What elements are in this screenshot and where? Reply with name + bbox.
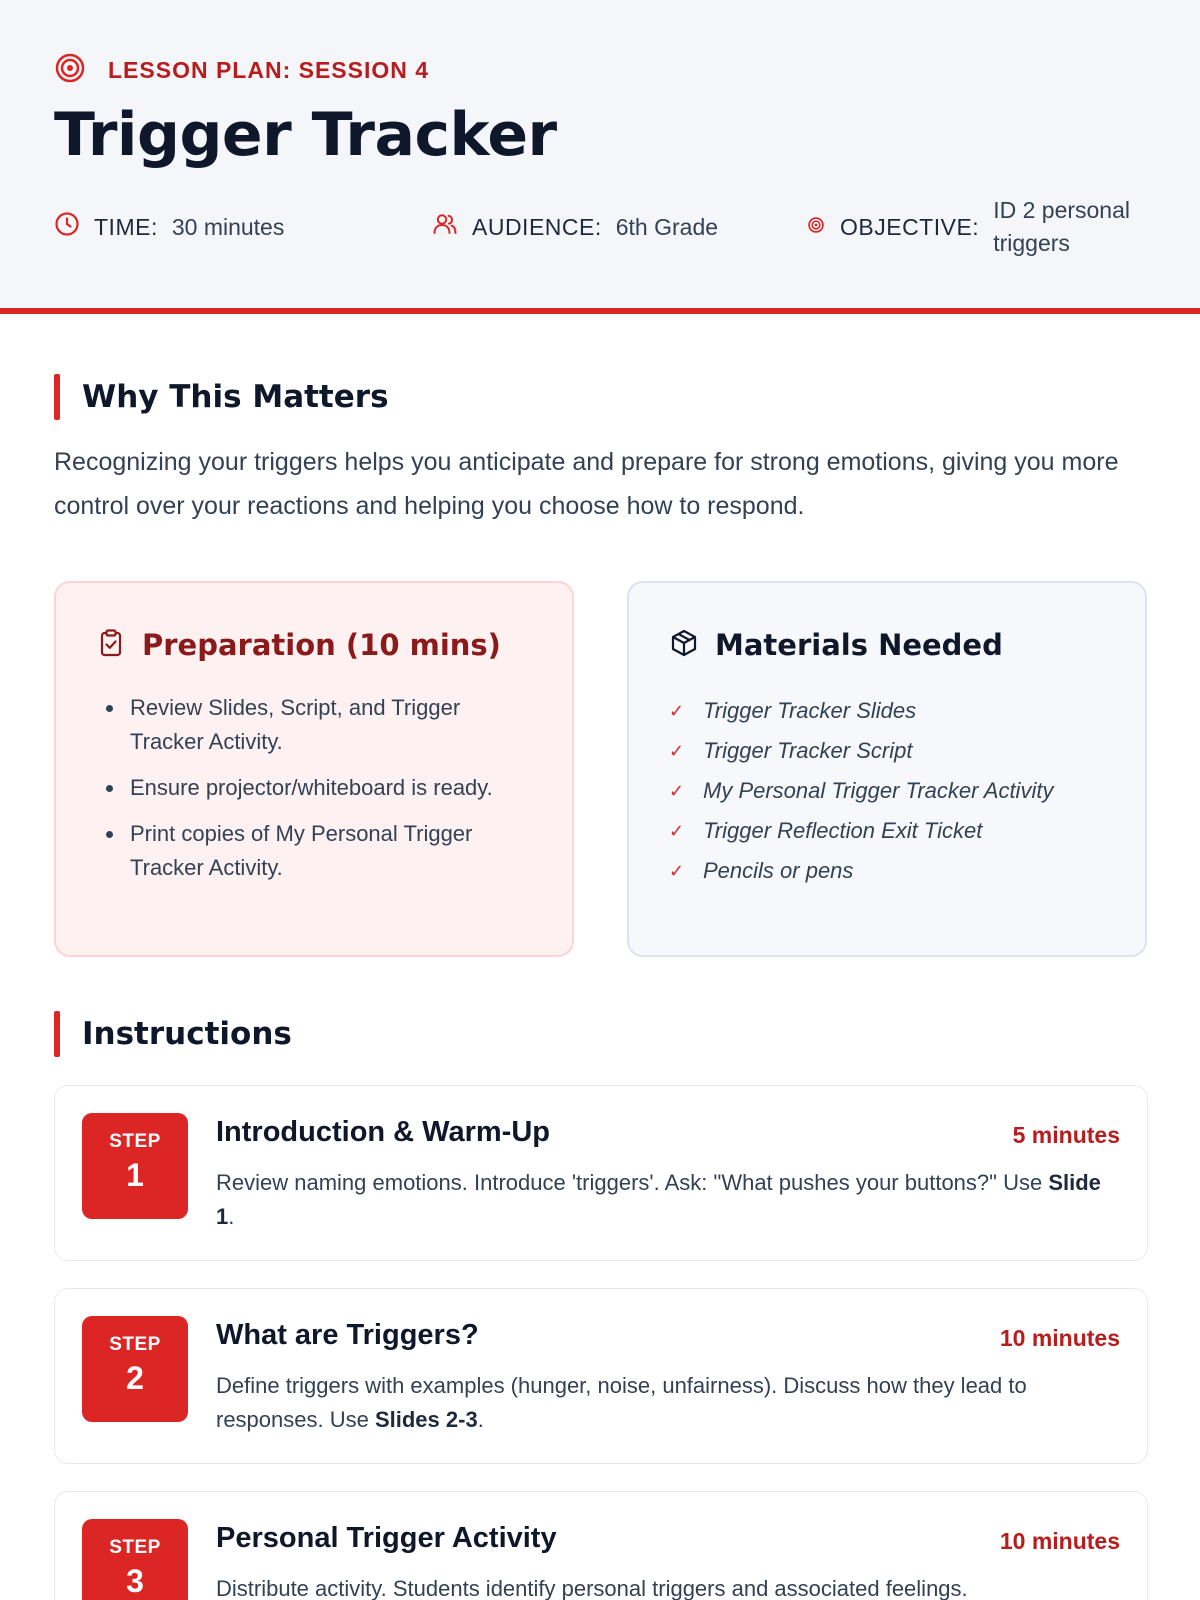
step-card-2 <box>54 1288 1148 1464</box>
step-badge <box>82 1316 188 1422</box>
list-item: Review Slides, Script, and Trigger Tracker Activity. <box>130 691 532 759</box>
target-icon <box>54 52 86 89</box>
step-duration: 10 minutes <box>999 1325 1120 1351</box>
step-text-end: . <box>228 1204 235 1229</box>
step-description <box>216 1166 1116 1234</box>
lesson-session-label: LESSON PLAN: SESSION 4 <box>108 56 430 83</box>
clipboard-check-icon <box>96 628 142 663</box>
step-slide-ref: Slides 2-3 <box>374 1407 478 1432</box>
list-item <box>669 771 1105 811</box>
meta-time <box>54 194 284 260</box>
preparation-title: Preparation (10 mins) <box>142 628 501 662</box>
step-text: Distribute activity. Students identify personal triggers and associated feelings. <box>216 1576 968 1600</box>
preparation-card <box>54 581 574 957</box>
step-text-end: . <box>477 1407 484 1432</box>
step-slide-ref: Slide 1 <box>216 1170 1101 1229</box>
step-badge <box>82 1519 188 1600</box>
step-word: STEP <box>109 1131 161 1152</box>
list-item <box>669 811 1105 851</box>
objective-value: ID 2 personal triggers <box>993 197 1131 256</box>
list-item: Print copies of My Personal Trigger Tracker Activity. <box>130 817 532 885</box>
objective-label: OBJECTIVE: <box>840 213 980 240</box>
check-icon: ✓ <box>669 700 685 721</box>
instructions-heading <box>54 1011 292 1057</box>
step-word: STEP <box>109 1537 161 1558</box>
why-heading-text: Why This Matters <box>82 379 389 415</box>
time-value: 30 minutes <box>171 213 285 240</box>
audience-value: 6th Grade <box>615 213 719 240</box>
step-description <box>216 1572 1116 1600</box>
page-title: Trigger Tracker <box>54 100 557 170</box>
step-number: 2 <box>126 1360 144 1396</box>
step-duration: 5 minutes <box>1012 1122 1120 1148</box>
check-icon: ✓ <box>669 740 685 761</box>
list-item: Ensure projector/whiteboard is ready. <box>130 771 532 805</box>
step-number: 3 <box>126 1563 144 1599</box>
step-number: 1 <box>126 1157 144 1193</box>
step-card-1 <box>54 1085 1148 1261</box>
preparation-heading <box>96 621 532 669</box>
list-item <box>669 731 1105 771</box>
step-word: STEP <box>109 1334 161 1355</box>
step-text: Review naming emotions. Introduce 'triggers'. Ask: "What pushes your buttons?" Use <box>216 1170 1049 1195</box>
instructions-heading-text: Instructions <box>82 1016 292 1052</box>
bullseye-icon <box>806 214 840 241</box>
clock-icon <box>54 211 94 243</box>
check-icon: ✓ <box>669 820 685 841</box>
material-label: Trigger Tracker Script <box>703 738 913 763</box>
materials-card <box>627 581 1147 957</box>
step-badge <box>82 1113 188 1219</box>
why-body: Recognizing your triggers helps you anticipate and prepare for strong emotions, giving you more control over your reactions and helping you choose how to respond. <box>54 448 1119 520</box>
preparation-list <box>96 691 532 885</box>
list-item <box>669 691 1105 731</box>
list-item <box>669 851 1105 891</box>
material-label: Pencils or pens <box>703 858 854 883</box>
lesson-header <box>0 0 1200 314</box>
package-icon <box>669 628 715 663</box>
section-accent-bar <box>54 374 60 420</box>
materials-list <box>669 691 1105 891</box>
users-icon <box>432 211 472 243</box>
step-card-3 <box>54 1491 1148 1600</box>
lesson-kicker <box>54 54 429 86</box>
meta-audience <box>432 194 718 260</box>
audience-label: AUDIENCE: <box>472 213 602 240</box>
materials-title: Materials Needed <box>715 628 1003 662</box>
step-text: Define triggers with examples (hunger, noise, unfairness). Discuss how they lead to responses. Use <box>216 1373 1027 1432</box>
materials-heading <box>669 621 1105 669</box>
step-title: Personal Trigger Activity <box>216 1522 557 1554</box>
step-description <box>216 1369 1116 1437</box>
check-icon: ✓ <box>669 780 685 801</box>
section-accent-bar <box>54 1011 60 1057</box>
step-title: Introduction & Warm-Up <box>216 1116 550 1148</box>
why-heading <box>54 374 389 420</box>
material-label: Trigger Reflection Exit Ticket <box>703 818 983 843</box>
step-duration: 10 minutes <box>999 1528 1120 1554</box>
material-label: Trigger Tracker Slides <box>703 698 917 723</box>
check-icon: ✓ <box>669 860 685 881</box>
time-label: TIME: <box>94 213 158 240</box>
step-title: What are Triggers? <box>216 1319 479 1351</box>
meta-objective <box>806 194 1163 260</box>
material-label: My Personal Trigger Tracker Activity <box>703 778 1054 803</box>
